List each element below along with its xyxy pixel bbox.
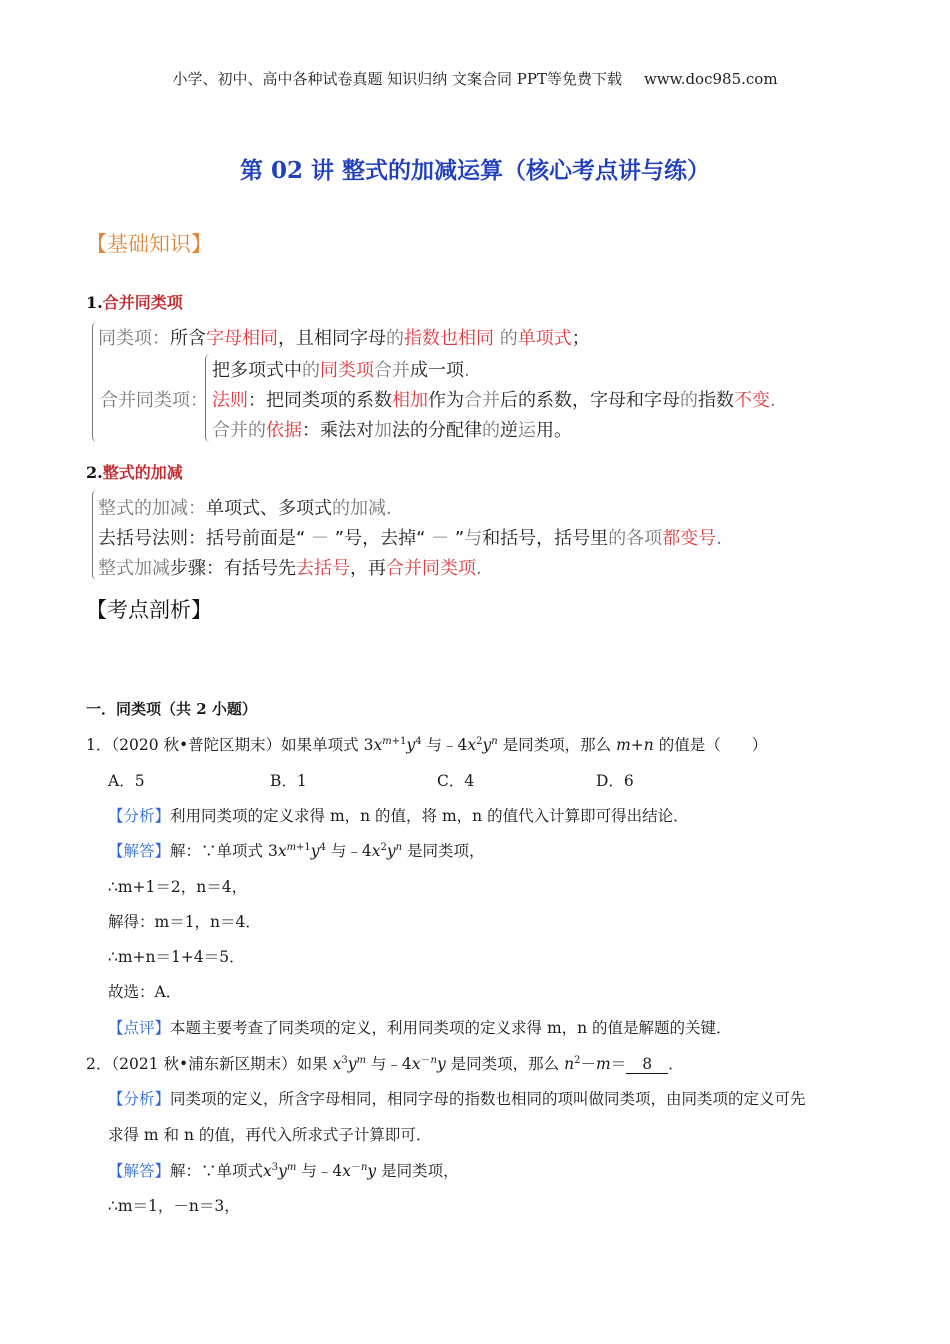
knowledge-line-add-sub: 整式的加减：单项式、多项式的加减.	[98, 498, 392, 519]
brace-1	[92, 322, 97, 442]
q1-step-1: ∴m+1＝2，n＝4，	[108, 878, 248, 896]
sub-heading-2: 2.整式的加减	[86, 463, 183, 482]
brace-2	[92, 490, 97, 580]
knowledge-line-rule: 法则：把同类项的系数相加作为合并后的系数，字母和字母的指数不变.	[212, 390, 776, 411]
knowledge-line-like-terms: 同类项：所含字母相同，且相同字母的指数也相同 的单项式；	[98, 328, 590, 349]
option-b[interactable]: B．1	[270, 772, 307, 790]
q2-step-1: ∴m＝1，－n＝3，	[108, 1197, 240, 1215]
knowledge-line-steps: 整式加减步骤：有括号先去括号，再合并同类项.	[98, 558, 482, 579]
knowledge-line-merge: 把多项式中的同类项合并成一项.	[212, 360, 470, 381]
q1-answer: 【解答】解：∵单项式 $3x^{m+1}y^4$ 与$﹣4x^2y^n$ 是同类项，	[108, 841, 485, 860]
analysis-heading: 【考点剖析】	[86, 598, 212, 622]
knowledge-line-merge-label: 合并同类项：	[100, 390, 208, 411]
q1-step-4: 故选：A．	[108, 983, 182, 1001]
header-text: 小学、初中、高中各种试卷真题 知识归纳 文案合同 PPT等免费下载	[172, 70, 622, 88]
q1-step-2: 解得：m＝1，n＝4．	[108, 913, 261, 931]
sub-heading-1: 1.合并同类项	[86, 293, 183, 312]
answer-blank[interactable]: 8	[626, 1055, 668, 1074]
q1-analysis: 【分析】利用同类项的定义求得 m，n 的值，将 m，n 的值代入计算即可得出结论．	[108, 807, 689, 825]
knowledge-line-basis: 合并的依据：乘法对加法的分配律的逆运用。	[212, 420, 572, 441]
option-d[interactable]: D．6	[596, 772, 634, 790]
header-site[interactable]: www.doc985.com	[643, 70, 778, 88]
knowledge-line-bracket-rule: 去括号法则：括号前面是“ － ”号，去掉“ － ”与和括号，括号里的各项都变号.	[98, 528, 722, 549]
q2-analysis-line-1: 【分析】同类项的定义，所含字母相同，相同字母的指数也相同的项叫做同类项，由同类项的定义可先	[108, 1090, 806, 1108]
question-2: 2．（2021 秋•浦东新区期末）如果 $x^3y^m$ 与$﹣4x^{-n}y$ 是同类项，那么 $n^2-m= 8$ ．	[86, 1055, 684, 1074]
q2-answer: 【解答】解：∵单项式$x^3y^m$ 与$﹣4x^{-n}y$ 是同类项，	[108, 1162, 459, 1181]
option-a[interactable]: A．5	[108, 772, 145, 790]
page-header	[0, 68, 950, 89]
basic-knowledge-heading: 【基础知识】	[86, 232, 212, 256]
q1-step-3: ∴m+n＝1+4＝5．	[108, 948, 245, 966]
question-1: 1．（2020 秋•普陀区期末）如果单项式 $3x^{m+1}y^4$ 与$﹣4x^2y^n$ 是同类项，那么 m+n 的值是（ ）	[86, 735, 768, 754]
option-c[interactable]: C．4	[437, 772, 475, 790]
page-title: 第 02 讲 整式的加减运算（核心考点讲与练）	[239, 157, 711, 184]
q2-analysis-line-2: 求得 m 和 n 的值，再代入所求式子计算即可．	[108, 1126, 432, 1144]
question-section-title: 一．同类项（共 2 小题）	[86, 700, 257, 718]
q1-comment: 【点评】本题主要考查了同类项的定义，利用同类项的定义求得 m，n 的值是解题的关键．	[108, 1019, 732, 1037]
